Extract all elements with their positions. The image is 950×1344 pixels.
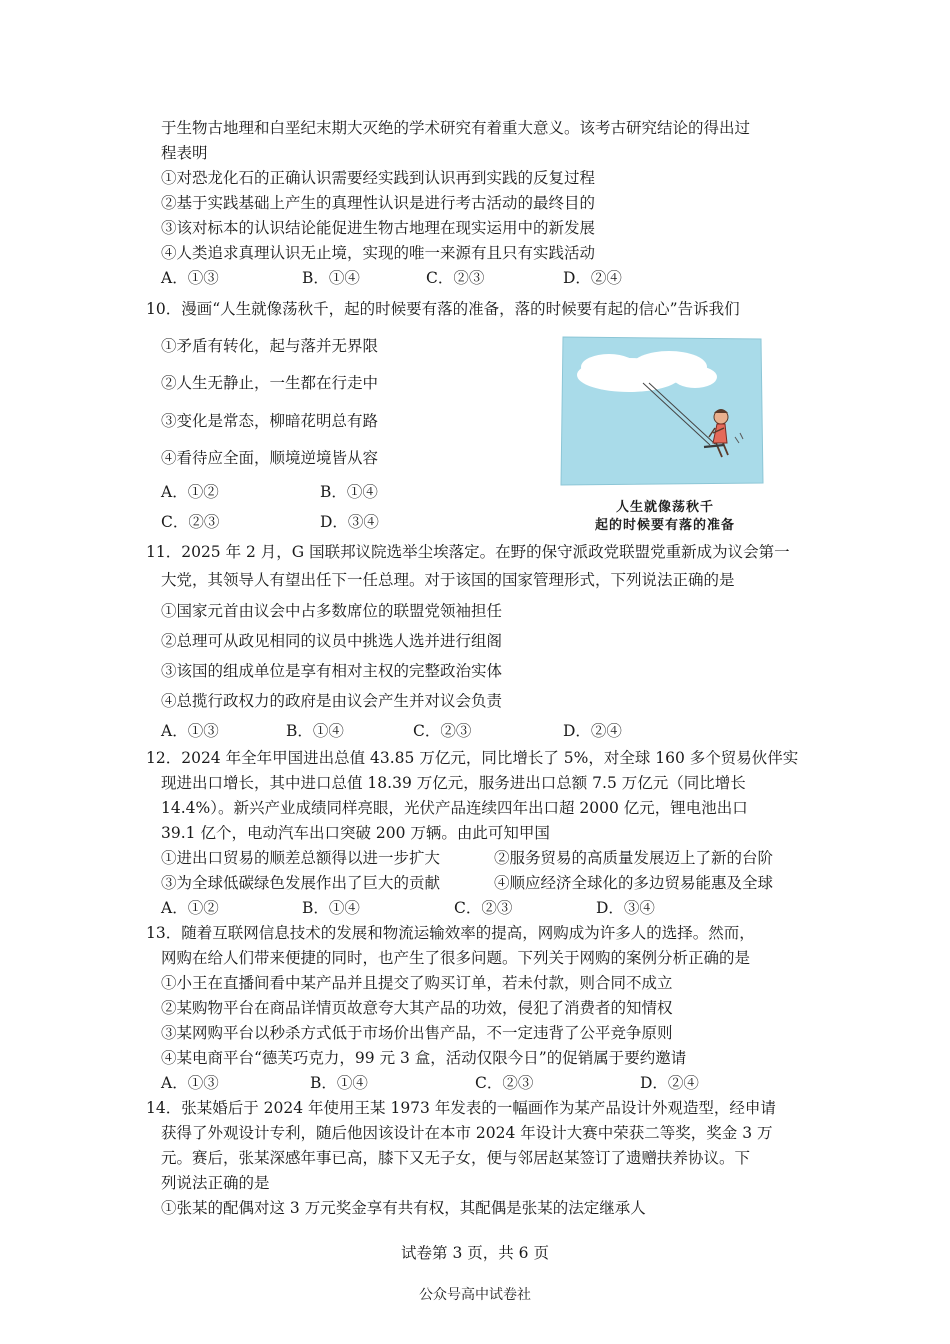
q13-stem-line-1: 13．随着互联网信息技术的发展和物流运输效率的提高，网购成为许多人的选择。然而， [146,924,755,942]
q11-choice-a: A．①③ [161,722,219,740]
q9-stem-line-2: 程表明 [161,144,208,162]
q13-choice-d: D．②④ [640,1074,699,1092]
q9-option-3: ③该对标本的认识结论能促进生物古地理在现实运用中的新发展 [161,219,596,237]
q13-stem-line-2: 网购在给人们带来便捷的同时，也产生了很多问题。下列关于网购的案例分析正确的是 [161,949,751,967]
q14-option-1: ①张某的配偶对这 3 万元奖金享有共有权，其配偶是张某的法定继承人 [161,1199,646,1217]
cartoon-caption-line-2: 起的时候要有落的准备 [594,518,735,533]
cartoon-caption-line-1: 人生就像荡秋千 [615,500,714,515]
q10-option-4: ④看待应全面，顺境逆境皆从容 [161,449,379,467]
q12-choice-c: C．②③ [454,899,513,917]
q11-option-3: ③该国的组成单位是享有相对主权的完整政治实体 [161,662,503,680]
q10-choice-c: C．②③ [161,513,220,531]
q10-option-1: ①矛盾有转化，起与落并无界限 [161,337,379,355]
q13-option-3: ③某网购平台以秒杀方式低于市场价出售产品，不一定违背了公平竞争原则 [161,1024,673,1042]
q10-option-3: ③变化是常态，柳暗花明总有路 [161,412,379,430]
q14-stem-line-3: 元。赛后，张某深感年事已高，膝下又无子女，便与邻居赵某签订了遗赠扶养协议。下 [161,1149,751,1167]
q12-choice-b: B．①④ [302,899,360,917]
q14-stem-line-2: 获得了外观设计专利，随后他因该设计在本市 2024 年设计大赛中荣获二等奖，奖金 3 万 [161,1124,773,1142]
q11-option-4: ④总揽行政权力的政府是由议会产生并对议会负责 [161,692,503,710]
page-number-footer: 试卷第 3 页，共 6 页 [401,1244,549,1262]
q14-stem-line-4: 列说法正确的是 [161,1174,270,1192]
q12-option-4: ④顺应经济全球化的多边贸易能惠及全球 [494,874,774,892]
q14-stem-line-1: 14．张某婚后于 2024 年使用王某 1973 年发表的一幅画作为某产品设计外观造型，经申请 [146,1099,776,1117]
q9-choice-c: C．②③ [426,269,485,287]
q10-stem: 10．漫画“人生就像荡秋千，起的时候要有落的准备，落的时候要有起的信心”告诉我们 [146,300,740,318]
q12-option-3: ③为全球低碳绿色发展作出了巨大的贡献 [161,874,441,892]
q11-choice-b: B．①④ [286,722,344,740]
q9-option-4: ④人类追求真理认识无止境，实现的唯一来源有且只有实践活动 [161,244,596,262]
q10-choice-b: B．①④ [320,483,378,501]
q12-stem-line-4: 39.1 亿个，电动汽车出口突破 200 万辆。由此可知甲国 [161,824,550,842]
q9-stem-line-1: 于生物古地理和白垩纪末期大灭绝的学术研究有着重大意义。该考古研究结论的得出过 [161,119,751,137]
q13-option-2: ②某购物平台在商品详情页故意夸大其产品的功效，侵犯了消费者的知情权 [161,999,673,1017]
q10-option-2: ②人生无静止，一生都在行走中 [161,374,379,392]
q12-stem-line-2: 现进出口增长，其中进口总值 18.39 万亿元，服务进出口总额 7.5 万亿元（同比增长 [161,774,746,792]
q12-choice-d: D．③④ [596,899,655,917]
q9-choice-d: D．②④ [563,269,622,287]
q13-option-1: ①小王在直播间看中某产品并且提交了购买订单，若未付款，则合同不成立 [161,974,673,992]
q12-stem-line-3: 14.4%）。新兴产业成绩同样亮眼，光伏产品连续四年出口超 2000 亿元，锂电池出口 [161,799,748,817]
q13-choice-b: B．①④ [310,1074,368,1092]
q13-option-4: ④某电商平台“德芙巧克力，99 元 3 盒，活动仅限今日”的促销属于要约邀请 [161,1049,687,1067]
q9-option-1: ①对恐龙化石的正确认识需要经实践到认识再到实践的反复过程 [161,169,596,187]
q11-stem-line-2: 大党，其领导人有望出任下一任总理。对于该国的国家管理形式，下列说法正确的是 [161,571,735,589]
q9-choice-a: A．①③ [161,269,219,287]
q11-stem-line-1: 11．2025 年 2 月，G 国联邦议院选举尘埃落定。在野的保守派政党联盟党重新成为议会第一 [146,543,790,561]
q11-option-2: ②总理可从政见相同的议员中挑选人选并进行组阁 [161,632,503,650]
q10-choice-d: D．③④ [320,513,379,531]
q12-choice-a: A．①② [161,899,219,917]
q11-option-1: ①国家元首由议会中占多数席位的联盟党领袖担任 [161,602,503,620]
q11-choice-d: D．②④ [563,722,622,740]
q10-choice-a: A．①② [161,483,219,501]
source-watermark: 公众号高中试卷社 [419,1287,531,1303]
q12-stem-line-1: 12．2024 年全年甲国进出总值 43.85 万亿元，同比增长了 5%，对全球 160 多个贸易伙伴实 [146,749,799,767]
q12-option-2: ②服务贸易的高质量发展迈上了新的台阶 [494,849,774,867]
cloud-icon [577,351,717,392]
q13-choice-c: C．②③ [475,1074,534,1092]
q13-choice-a: A．①③ [161,1074,219,1092]
q12-option-1: ①进出口贸易的顺差总额得以进一步扩大 [161,849,441,867]
q9-choice-b: B．①④ [302,269,360,287]
q9-option-2: ②基于实践基础上产生的真理性认识是进行考古活动的最终目的 [161,194,596,212]
q11-choice-c: C．②③ [413,722,472,740]
